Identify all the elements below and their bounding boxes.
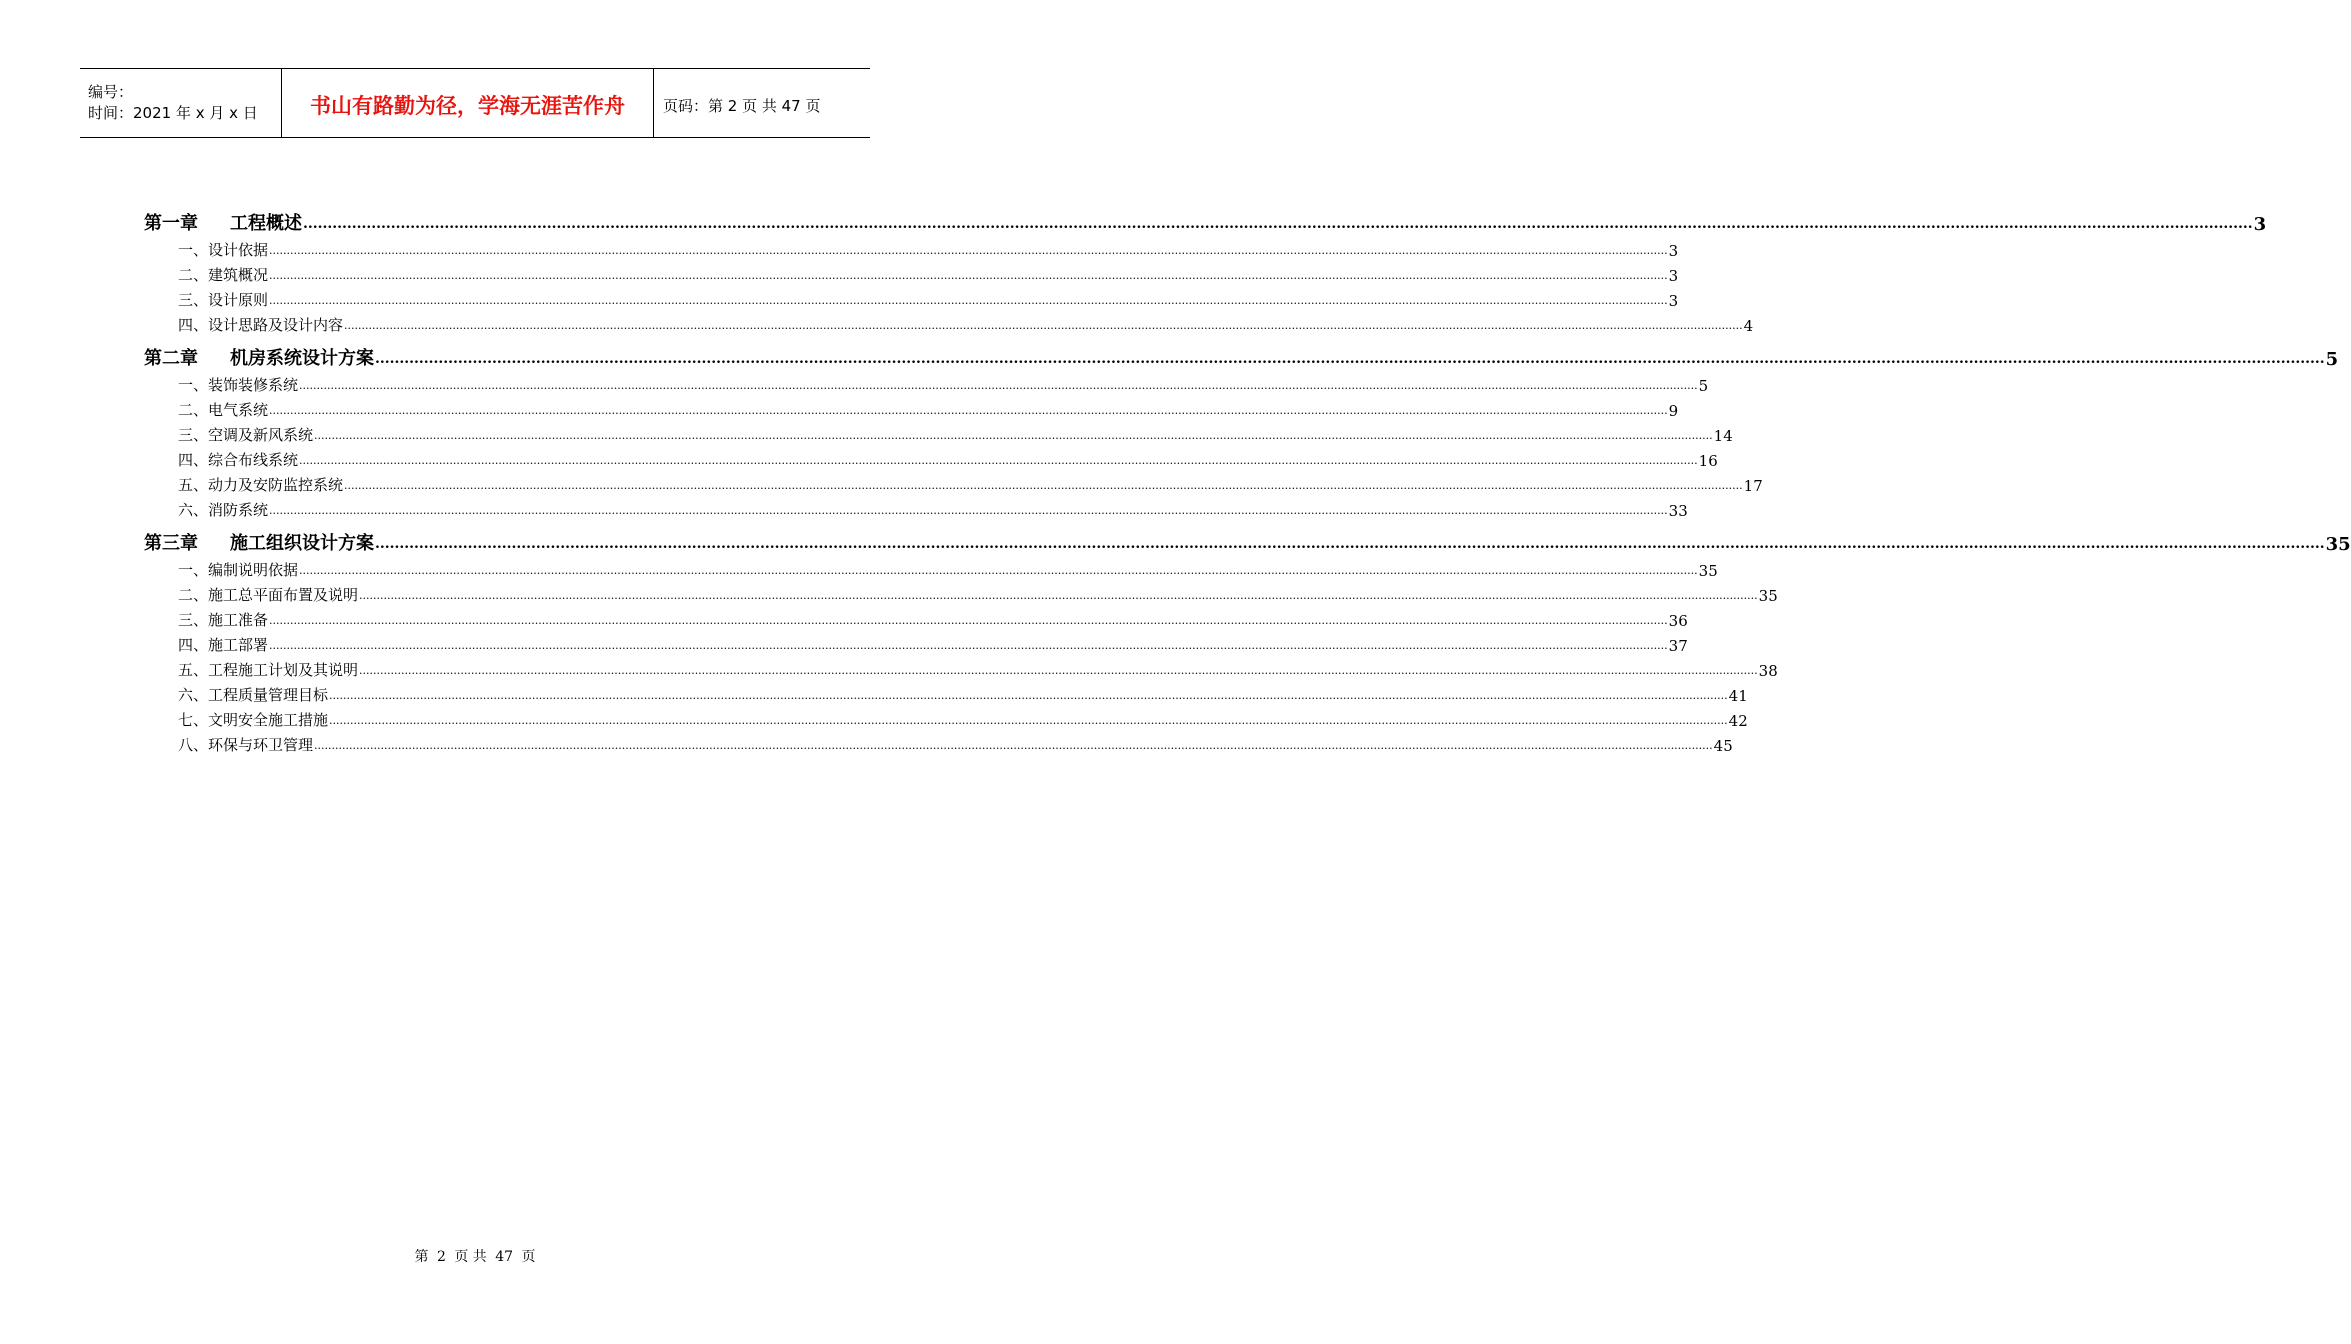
- toc-section-title: 四、施工部署: [178, 636, 269, 654]
- footer-total-pages: 47: [495, 1249, 514, 1265]
- toc-page-number: 17: [1743, 477, 1763, 495]
- toc-section-title: 五、工程施工计划及其说明: [178, 661, 359, 679]
- toc-section-title: 六、消防系统: [178, 501, 269, 519]
- toc-chapter-title: 机房系统设计方案: [230, 348, 374, 369]
- toc-section-row[interactable]: [144, 445, 1718, 470]
- toc-section-title: 三、空调及新风系统: [178, 426, 314, 444]
- toc-section-title: 二、施工总平面布置及说明: [178, 586, 359, 604]
- toc-section-title: 六、工程质量管理目标: [178, 686, 329, 704]
- toc-page-number: 35: [1758, 587, 1778, 605]
- toc-leader-dots: ................................................................................................................................................................................................................................................................................................................................................................................................................: [299, 379, 1698, 392]
- toc-section-row[interactable]: [144, 370, 1709, 395]
- toc-section-row[interactable]: [144, 655, 1778, 680]
- header-motto: 书山有路勤为径，学海无涯苦作舟: [310, 94, 625, 118]
- toc-leader-dots: ................................................................................................................................................................................................................................................................................................................................................................................................................: [269, 294, 1668, 307]
- toc-chapter-row[interactable]: [144, 335, 2339, 370]
- toc-page-number: 5: [2325, 349, 2339, 370]
- toc-leader-dots: ................................................................................................................................................................................................................................................................................................................................................................................................................: [269, 269, 1668, 282]
- toc-section-title: 四、综合布线系统: [178, 451, 299, 469]
- header-meta-cell: [80, 69, 281, 137]
- document-header: [80, 68, 870, 138]
- toc-section-row[interactable]: [144, 680, 1748, 705]
- toc-chapter-label: [144, 209, 302, 235]
- header-motto-cell: [281, 69, 654, 137]
- toc-page-number: 14: [1713, 427, 1733, 445]
- toc-leader-dots: ................................................................................................................................................................................................................................................................................................................................................................................................................: [314, 429, 1713, 442]
- toc-section-title: 三、设计原则: [178, 291, 269, 309]
- toc-section-title: 八、环保与环卫管理: [178, 736, 314, 754]
- toc-section-row[interactable]: [144, 705, 1748, 730]
- toc-page-number: 5: [1698, 377, 1709, 395]
- toc-page-number: 3: [1668, 267, 1679, 285]
- toc-page-number: 3: [1668, 292, 1679, 310]
- toc-section-row[interactable]: [144, 555, 1718, 580]
- toc-page-number: 3: [1668, 242, 1679, 260]
- toc-leader-dots: ................................................................................................................................................................................................................................................................................................................................................................................................................: [344, 479, 1743, 492]
- toc-leader-dots: ................................................................................................................................................................................................................................................................................................................................................................................................................: [269, 404, 1668, 417]
- toc-leader-dots: ................................................................................................................................................................................................................................................................................................................................................................................................................: [359, 664, 1758, 677]
- document-date-label: 时间：2021 年 x 月 x 日: [88, 104, 258, 122]
- toc-leader-dots: ................................................................................................................................................................................................................................................................................................................................................................................................................: [269, 614, 1668, 627]
- toc-chapter-row[interactable]: [144, 200, 2267, 235]
- toc-section-row[interactable]: [144, 395, 1679, 420]
- toc-section-row[interactable]: [144, 235, 1679, 260]
- toc-section-title: 一、编制说明依据: [178, 561, 299, 579]
- toc-leader-dots: ................................................................................................................................................................................................................................................................................................................................................................................................................: [299, 564, 1698, 577]
- toc-chapter-number: 第三章: [144, 533, 198, 554]
- toc-section-row[interactable]: [144, 310, 1754, 335]
- toc-section-title: 五、动力及安防监控系统: [178, 476, 344, 494]
- toc-page-number: 16: [1698, 452, 1718, 470]
- header-page-info: 页码：第 2 页 共 47 页: [663, 96, 821, 115]
- toc-leader-dots: ................................................................................................................................................................................................................................................................................................................................................................................................................: [269, 504, 1668, 517]
- toc-leader-dots: ................................................................................................................................................................................................................................................................................................................................................................................................................: [344, 319, 1743, 332]
- toc-page-number: 4: [1743, 317, 1754, 335]
- toc-page-number: 3: [2253, 214, 2267, 235]
- toc-leader-dots: ................................................................................................................................................................................................................................................................................................................................................................................................................: [359, 589, 1758, 602]
- toc-chapter-number: 第一章: [144, 213, 198, 234]
- toc-leader-dots: ................................................................................................................................................................................................................................................................................................................................................................................................................: [329, 689, 1728, 702]
- toc-section-title: 一、设计依据: [178, 241, 269, 259]
- document-number-label: 编号：: [88, 83, 134, 101]
- toc-page-number: 38: [1758, 662, 1778, 680]
- toc-chapter-number: 第二章: [144, 348, 198, 369]
- footer-suffix: 页: [521, 1249, 536, 1265]
- toc-leader-dots: ................................................................................................................................................................................................................................................................................................................................................................................................................: [375, 351, 2325, 367]
- toc-page-number: 33: [1668, 502, 1688, 520]
- header-page-cell: [654, 69, 870, 137]
- toc-page-number: 36: [1668, 612, 1688, 630]
- toc-section-title: 三、施工准备: [178, 611, 269, 629]
- toc-section-title: 一、装饰装修系统: [178, 376, 299, 394]
- footer-current-page: 2: [436, 1249, 446, 1265]
- toc-section-row[interactable]: [144, 285, 1679, 310]
- toc-leader-dots: ................................................................................................................................................................................................................................................................................................................................................................................................................: [269, 639, 1668, 652]
- toc-page-number: 35: [1698, 562, 1718, 580]
- toc-leader-dots: ................................................................................................................................................................................................................................................................................................................................................................................................................: [269, 244, 1668, 257]
- toc-page-number: 35: [2325, 534, 2351, 555]
- toc-chapter-title: 施工组织设计方案: [230, 533, 374, 554]
- toc-page-number: 41: [1728, 687, 1748, 705]
- footer-mid: 页 共: [454, 1249, 487, 1265]
- toc-section-title: 二、电气系统: [178, 401, 269, 419]
- footer-prefix: 第: [414, 1249, 429, 1265]
- toc-page-number: 37: [1668, 637, 1688, 655]
- toc-section-row[interactable]: [144, 630, 1688, 655]
- toc-section-row[interactable]: [144, 580, 1778, 605]
- toc-page-number: 42: [1728, 712, 1748, 730]
- table-of-contents: [144, 200, 2351, 755]
- page-footer: [0, 1246, 950, 1266]
- toc-chapter-label: [144, 344, 374, 370]
- toc-section-row[interactable]: [144, 495, 1688, 520]
- toc-section-row[interactable]: [144, 605, 1688, 630]
- toc-leader-dots: ................................................................................................................................................................................................................................................................................................................................................................................................................: [314, 739, 1713, 752]
- toc-section-row[interactable]: [144, 470, 1763, 495]
- toc-leader-dots: ................................................................................................................................................................................................................................................................................................................................................................................................................: [375, 536, 2325, 552]
- toc-leader-dots: ................................................................................................................................................................................................................................................................................................................................................................................................................: [299, 454, 1698, 467]
- toc-chapter-row[interactable]: [144, 520, 2351, 555]
- toc-leader-dots: ................................................................................................................................................................................................................................................................................................................................................................................................................: [303, 216, 2253, 232]
- toc-chapter-label: [144, 529, 374, 555]
- toc-section-row[interactable]: [144, 730, 1733, 755]
- toc-section-title: 七、文明安全施工措施: [178, 711, 329, 729]
- toc-chapter-title: 工程概述: [230, 213, 302, 234]
- toc-section-title: 四、设计思路及设计内容: [178, 316, 344, 334]
- toc-section-row[interactable]: [144, 260, 1679, 285]
- toc-page-number: 9: [1668, 402, 1679, 420]
- toc-section-title: 二、建筑概况: [178, 266, 269, 284]
- toc-section-row[interactable]: [144, 420, 1733, 445]
- toc-leader-dots: ................................................................................................................................................................................................................................................................................................................................................................................................................: [329, 714, 1728, 727]
- toc-page-number: 45: [1713, 737, 1733, 755]
